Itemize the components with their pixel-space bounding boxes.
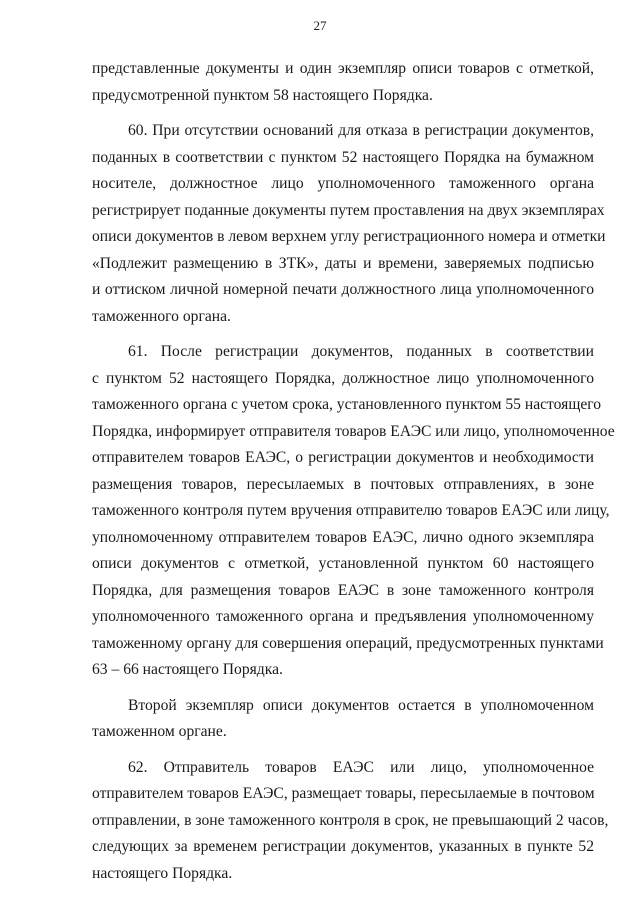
- page-number: 27: [313, 18, 327, 33]
- text-line: предусмотренной пунктом 58 настоящего Порядка.: [92, 86, 433, 104]
- paragraph-item-62: [92, 755, 609, 888]
- text-line: отправителем товаров ЕАЭС, размещает товары, пересылаемые в почтовом: [92, 785, 595, 802]
- text-line: «Подлежит размещению в ЗТК», даты и времени, заверяемых подписью: [92, 254, 594, 272]
- text-line: описи документов с отметкой, установленной пунктом 60 настоящего: [92, 555, 594, 572]
- text-line: таможенному органу для совершения операций, предусмотренных пунктами: [92, 634, 604, 652]
- text-line: 61. После регистрации документов, поданных в соответствии: [128, 343, 594, 360]
- text-line: уполномоченного таможенного органа и предъявления уполномоченному: [92, 608, 594, 625]
- text-line: отправлении, в зоне таможенного контроля в срок, не превышающий 2 часов,: [92, 811, 609, 829]
- text-line: поданных в соответствии с пунктом 52 настоящего Порядка на бумажном: [92, 148, 594, 166]
- text-line: следующих за временем регистрации документов, указанных в пункте 52: [92, 838, 594, 855]
- text-line: таможенного органа.: [92, 307, 231, 325]
- text-line: представленные документы и один экземпляр описи товаров с отметкой,: [92, 60, 594, 77]
- paragraph-item-60: [92, 118, 606, 330]
- text-line: размещения товаров, пересылаемых в почтовых отправлениях, в зоне: [92, 475, 594, 493]
- text-line: отправителем товаров ЕАЭС, о регистрации документов и необходимости: [92, 449, 594, 466]
- text-line: Порядка, информирует отправителя товаров ЕАЭС или лицо, уполномоченное: [92, 422, 615, 440]
- paragraph-continuation: [92, 56, 594, 109]
- text-line: Второй экземпляр описи документов остается в уполномоченном: [128, 696, 594, 714]
- text-line: и оттиском личной номерной печати должностного лица уполномоченного: [92, 281, 594, 298]
- document-body: [92, 56, 615, 887]
- text-line: таможенного контроля путем вручения отправителю товаров ЕАЭС или лицу,: [92, 502, 610, 519]
- text-line: 63 – 66 настоящего Порядка.: [92, 661, 283, 678]
- text-line: регистрирует поданные документы путем проставления на двух экземплярах: [92, 201, 605, 219]
- paragraph-second-copy: [92, 693, 594, 746]
- text-line: 62. Отправитель товаров ЕАЭС или лицо, уполномоченное: [128, 758, 594, 776]
- text-line: описи документов в левом верхнем углу регистрационного номера и отметки: [92, 228, 606, 245]
- text-line: таможенном органе.: [92, 723, 227, 740]
- text-line: настоящего Порядка.: [92, 864, 233, 882]
- text-line: 60. При отсутствии оснований для отказа в регистрации документов,: [128, 122, 594, 139]
- text-line: носителе, должностное лицо уполномоченного таможенного органа: [92, 175, 594, 192]
- text-line: уполномоченному отправителем товаров ЕАЭС, лично одного экземпляра: [92, 528, 594, 546]
- paragraph-item-61: [92, 339, 615, 684]
- text-line: с пунктом 52 настоящего Порядка, должностное лицо уполномоченного: [92, 369, 594, 387]
- text-line: таможенного органа с учетом срока, установленного пунктом 55 настоящего: [92, 396, 602, 413]
- text-line: Порядка, для размещения товаров ЕАЭС в зоне таможенного контроля: [92, 581, 594, 599]
